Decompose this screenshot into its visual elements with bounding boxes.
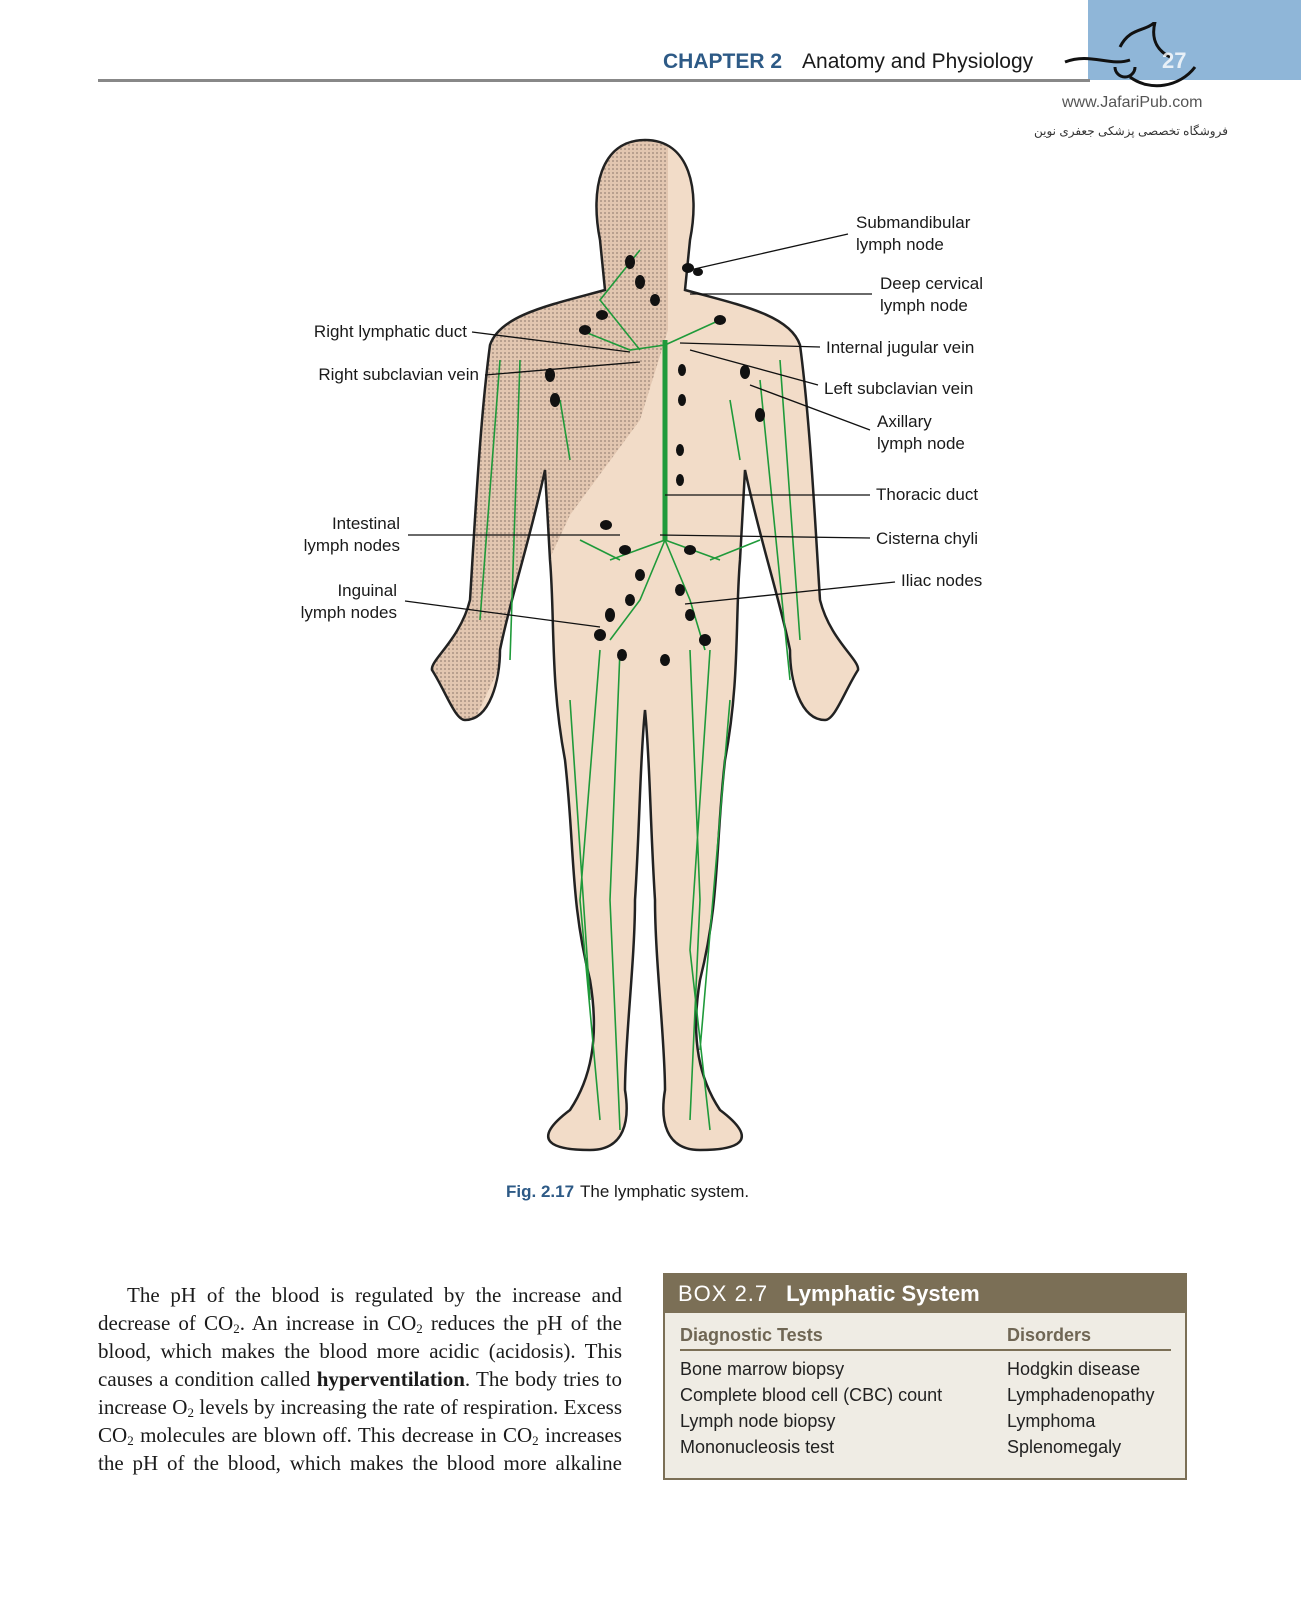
list-item: Lymphoma xyxy=(1007,1411,1096,1431)
box-number: BOX 2.7 xyxy=(678,1281,769,1306)
watermark-site: www.JafariPub.com xyxy=(1062,94,1203,111)
label-line: lymph node xyxy=(856,235,944,254)
text: levels by increasing the rate of respiration. Excess CO xyxy=(98,1395,623,1447)
list-item: Hodgkin disease xyxy=(1007,1359,1141,1379)
text: The pH of the blood is regulated by the increase and decrease of CO xyxy=(98,1283,622,1335)
list-item: Lymph node biopsy xyxy=(680,1411,836,1431)
subscript: 2 xyxy=(416,1321,423,1336)
list-item: Bone marrow biopsy xyxy=(680,1359,845,1379)
tests-column xyxy=(680,1325,942,1460)
label-line: Inguinal xyxy=(337,581,397,600)
figure-caption xyxy=(506,1182,749,1202)
label-line: lymph nodes xyxy=(300,603,397,622)
label-line: lymph node xyxy=(877,434,965,453)
watermark-persian: فروشگاه تخصصی پزشکی جعفری نوین xyxy=(1034,124,1228,138)
list-item: Lymphadenopathy xyxy=(1007,1385,1155,1405)
label-line: Axillary xyxy=(877,412,932,431)
body-paragraph xyxy=(98,1281,622,1477)
box-header xyxy=(665,1275,1185,1313)
subscript: 2 xyxy=(127,1433,134,1448)
chapter-label: CHAPTER 2 xyxy=(663,50,783,73)
label-cisterna-chyli: Cisterna chyli xyxy=(876,529,979,548)
column-header: Diagnostic Tests xyxy=(680,1325,823,1345)
label-line: Submandibular xyxy=(856,213,971,232)
label-right-subclavian: Right subclavian vein xyxy=(318,365,479,384)
text: . The body tries to increase O xyxy=(98,1367,622,1419)
text: reduces the pH of the blood, which makes the blood more acidic (acidosis). This causes a condition called xyxy=(98,1311,623,1391)
text: increases the pH of the blood, which makes the blood more alkaline xyxy=(98,1423,622,1475)
label-left-subclavian: Left subclavian vein xyxy=(824,379,974,398)
label-iliac: Iliac nodes xyxy=(901,571,983,590)
disorders-column xyxy=(1007,1325,1154,1460)
subscript: 2 xyxy=(532,1433,539,1448)
label-line: Intestinal xyxy=(331,514,400,533)
label-deep-cervical xyxy=(880,273,983,317)
info-box xyxy=(663,1273,1187,1480)
label-inguinal xyxy=(301,580,397,624)
text: . An increase in CO xyxy=(239,1311,417,1335)
label-line: Deep cervical xyxy=(880,274,983,293)
figure-number: Fig. 2.17 xyxy=(506,1182,575,1201)
label-right-lymphatic-duct: Right lymphatic duct xyxy=(313,322,467,341)
label-axillary xyxy=(877,411,965,455)
column-header: Disorders xyxy=(1007,1325,1092,1345)
label-line: lymph node xyxy=(880,296,968,315)
caption-text: The lymphatic system. xyxy=(580,1182,750,1201)
box-title: Lymphatic System xyxy=(786,1281,980,1306)
chapter-title: Anatomy and Physiology xyxy=(802,50,1034,73)
subscript: 2 xyxy=(233,1321,240,1336)
text: molecules are blown off. This decrease in CO xyxy=(133,1423,533,1447)
label-intestinal xyxy=(304,513,400,557)
list-item: Complete blood cell (CBC) count xyxy=(680,1385,943,1405)
list-item: Mononucleosis test xyxy=(680,1437,835,1457)
page-number: 27 xyxy=(1162,48,1187,73)
label-internal-jugular: Internal jugular vein xyxy=(826,338,975,357)
subscript: 2 xyxy=(187,1405,194,1420)
label-thoracic-duct: Thoracic duct xyxy=(876,485,979,504)
list-item: Splenomegaly xyxy=(1007,1437,1122,1457)
key-term: hyperventilation xyxy=(316,1367,465,1391)
label-submandibular xyxy=(856,212,970,256)
label-line: lymph nodes xyxy=(303,536,400,555)
